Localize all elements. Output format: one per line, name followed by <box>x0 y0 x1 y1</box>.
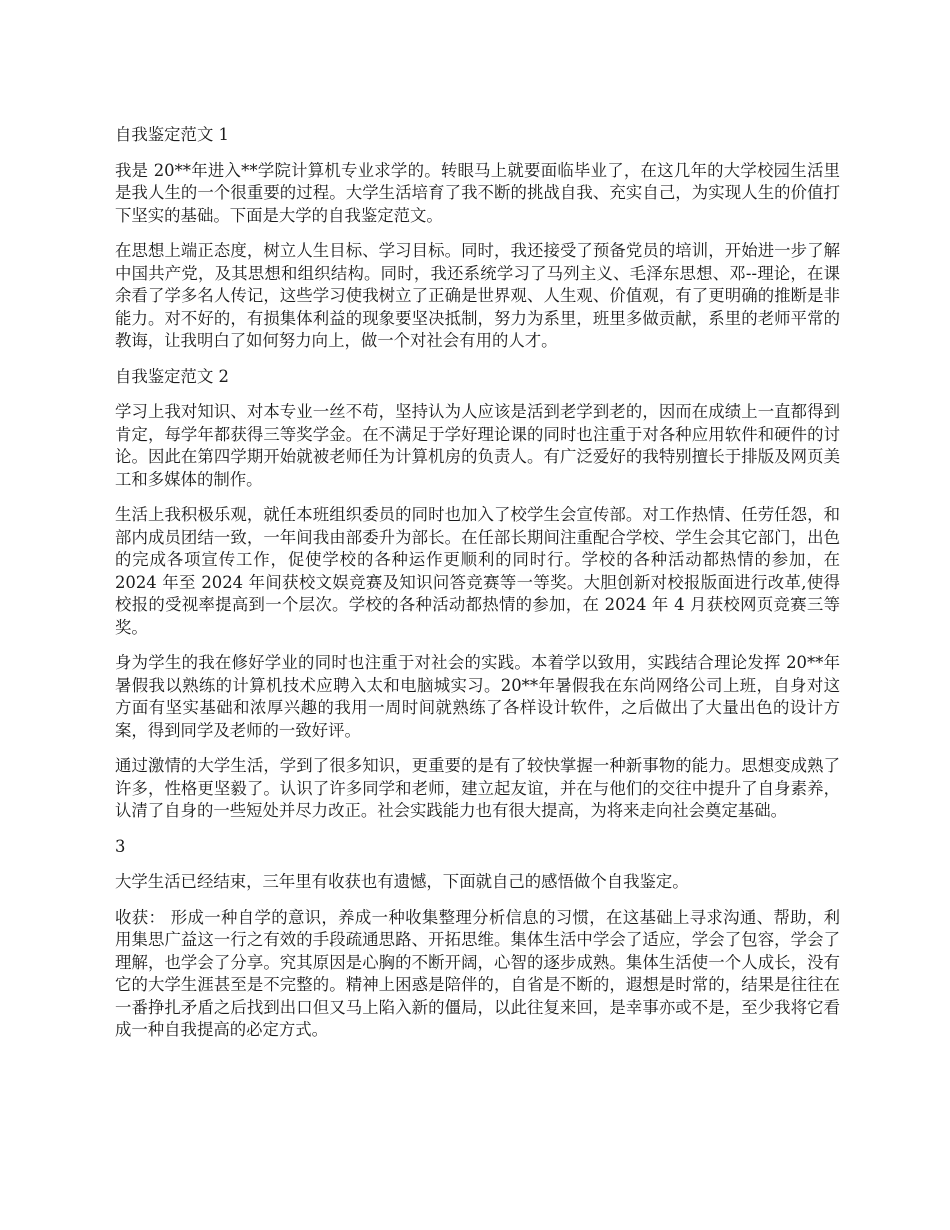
paragraph: 我是 20**年进入**学院计算机专业求学的。转眼马上就要面临毕业了，在这几年的大学校园生活里是我人生的一个很重要的过程。大学生活培育了我不断的挑战自我、充实自己，为实现人生的价值打下坚实的基础。下面是大学的自我鉴定范文。 <box>115 160 840 225</box>
paragraph: 通过激情的大学生活，学到了很多知识，更重要的是有了较快掌握一种新事物的能力。思想变成熟了许多，性格更坚毅了。认识了许多同学和老师，建立起友谊，并在与他们的交往中提升了自身素养，认清了自身的一些短处并尽力改正。社会实践能力也有很大提高，为将来走向社会奠定基础。 <box>115 756 840 820</box>
heading-sample-1: 自我鉴定范文 1 <box>115 125 229 144</box>
paragraph: 大学生活已经结束，三年里有收获也有遗憾，下面就自己的感悟做个自我鉴定。 <box>115 872 689 891</box>
heading-sample-3: 3 <box>115 836 126 856</box>
paragraph: 生活上我积极乐观，就任本班组织委员的同时也加入了校学生会宣传部。对工作热情、任劳任怨，和部内成员团结一致，一年间我由部委升为部长。在任部长期间注重配合学校、学生会其它部门，出色的完成各项宣传工作，促使学校的各种运作更顺利的同时行。学校的各种活动都热情的参加，在 2024 年至 2024 年间获校文娱竞赛及知识问答竞赛等一等奖。大胆创新对校报版面进行改革,使得校报的受视率提高到一个层次。学校的各种活动都热情的参加，在 2024 年 4 月获校网页竞赛三等奖。 <box>115 505 840 637</box>
heading-sample-2: 自我鉴定范文 2 <box>115 366 229 386</box>
document-body <box>115 124 840 1055</box>
paragraph: 学习上我对知识、对本专业一丝不苟，坚持认为人应该是活到老学到老的，因而在成绩上一直都得到肯定，每学年都获得三等奖学金。在不满足于学好理论课的同时也注重于对各种应用软件和硬件的讨论。因此在第四学期开始就被老师任为计算机房的负责人。有广泛爱好的我特别擅长于排版及网页美工和多媒体的制作。 <box>115 402 840 489</box>
paragraph: 收获： 形成一种自学的意识，养成一种收集整理分析信息的习惯，在这基础上寻求沟通、帮助，利用集思广益这一行之有效的手段疏通思路、开拓思维。集体生活中学会了适应，学会了包容，学会了理解，也学会了分享。究其原因是心胸的不断开阔，心智的逐步成熟。集体生活使一个人成长，没有它的大学生涯甚至是不完整的。精神上困惑是陪伴的，自省是不断的，遐想是时常的，结果是往往在一番挣扎矛盾之后找到出口但又马上陷入新的僵局，以此往复来回，是幸事亦或不是，至少我将它看成一种自我提高的必定方式。 <box>115 907 840 1039</box>
paragraph: 在思想上端正态度，树立人生目标、学习目标。同时，我还接受了预备党员的培训，开始进一步了解中国共产党，及其思想和组织结构。同时，我还系统学习了马列主义、毛泽东思想、邓--理论，在课余看了学多名人传记，这些学习使我树立了正确是世界观、人生观、价值观，有了更明确的推断是非能力。对不好的，有损集体利益的现象要坚决抵制，努力为系里，班里多做贡献，系里的老师平常的教诲，让我明白了如何努力向上，做一个对社会有用的人才。 <box>115 241 840 350</box>
paragraph: 身为学生的我在修好学业的同时也注重于对社会的实践。本着学以致用，实践结合理论发挥 20**年暑假我以熟练的计算机技术应聘入太和电脑城实习。20**年暑假我在东尚网络公司上班，自身对这方面有坚实基础和浓厚兴趣的我用一周时间就熟练了各样设计软件，之后做出了大量出色的设计方案，得到同学及老师的一致好评。 <box>115 653 840 740</box>
